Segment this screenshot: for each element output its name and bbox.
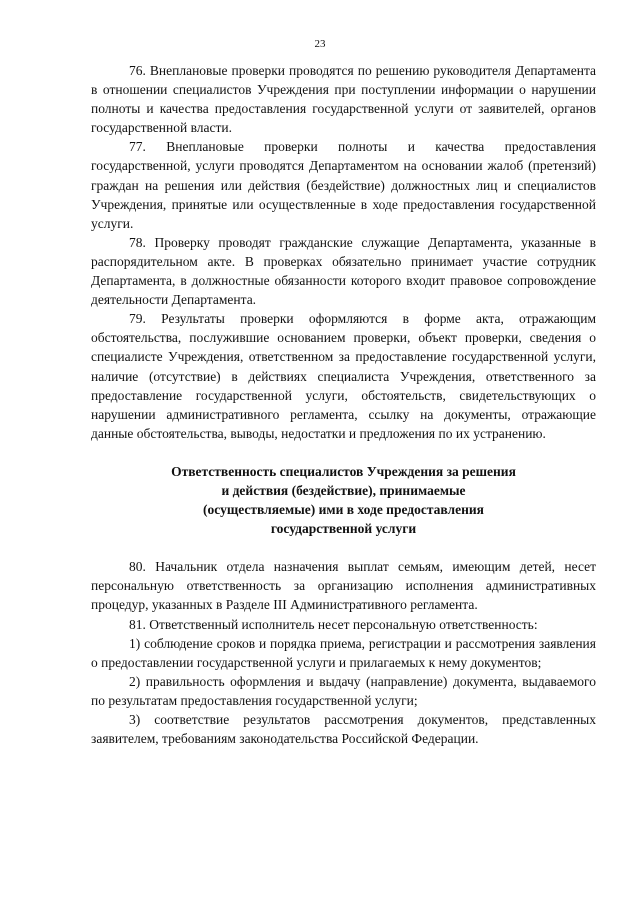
paragraph-76: 76. Внеплановые проверки проводятся по решению руководителя Департамента в отношении специалистов Учреждения при поступлении информации о нарушении полноты и качества предоставления государственной услуги от заявителей, органов государственной власти. xyxy=(91,63,596,136)
paragraph-78: 78. Проверку проводят гражданские служащие Департамента, указанные в распорядительном акте. В проверках обязательно принимает участие сотрудник Департамента, в должностные обязанности которого входит правовое сопровождение деятельности Департамента. xyxy=(91,234,596,308)
list-item-2: 2) правильность оформления и выдачу (направление) документа, выдаваемого по результатам предоставления государственной услуги; xyxy=(91,673,596,708)
paragraph-77: 77. Внеплановые проверки полноты и качества предоставления государственной, услуги проводятся Департаментом на основании жалоб (претензий) граждан на решения или действия (бездействие) должностных лиц и специалистов Учреждения, принятые или осуществленные в ходе предоставления государственной услуги. xyxy=(91,139,596,231)
paragraph-79: 79. Результаты проверки оформляются в форме акта, отражающим обстоятельства, послужившие основанием проверки, объект проверки, сведения о специалисте Учреждения, ответственном за предоставление государственной услуги, наличие (отсутствие) в действиях специалиста Учреждения, ответственного за предоставление государственной услуги, обстоятельств, свидетельствующих о нарушении административного регламента, ссылку на документы, отражающие данные обстоятельства, выводы, недостатки и предложения по их устранению. xyxy=(91,311,596,441)
list-item-1: 1) соблюдение сроков и порядка приема, регистрации и рассмотрения заявления о предоставлении государственной услуги и прилагаемых к нему документов; xyxy=(91,635,596,670)
page-number: 23 xyxy=(314,38,326,50)
section-heading: Ответственность специалистов Учреждения за решения и действия (бездействие), принимаемые (осуществляемые) ими в ходе предоставления государственной услуги xyxy=(171,463,516,537)
paragraph-81: 81. Ответственный исполнитель несет персональную ответственность: xyxy=(129,616,538,632)
document-body xyxy=(91,61,596,748)
list-item-3: 3) соответствие результатов рассмотрения документов, представленных заявителем, требованиям законодательства Российской Федерации. xyxy=(91,712,596,747)
paragraph-80: 80. Начальник отдела назначения выплат семьям, имеющим детей, несет персональную ответственность за организацию исполнения административных процедур, указанных в Разделе III Административного регламента. xyxy=(91,559,596,613)
